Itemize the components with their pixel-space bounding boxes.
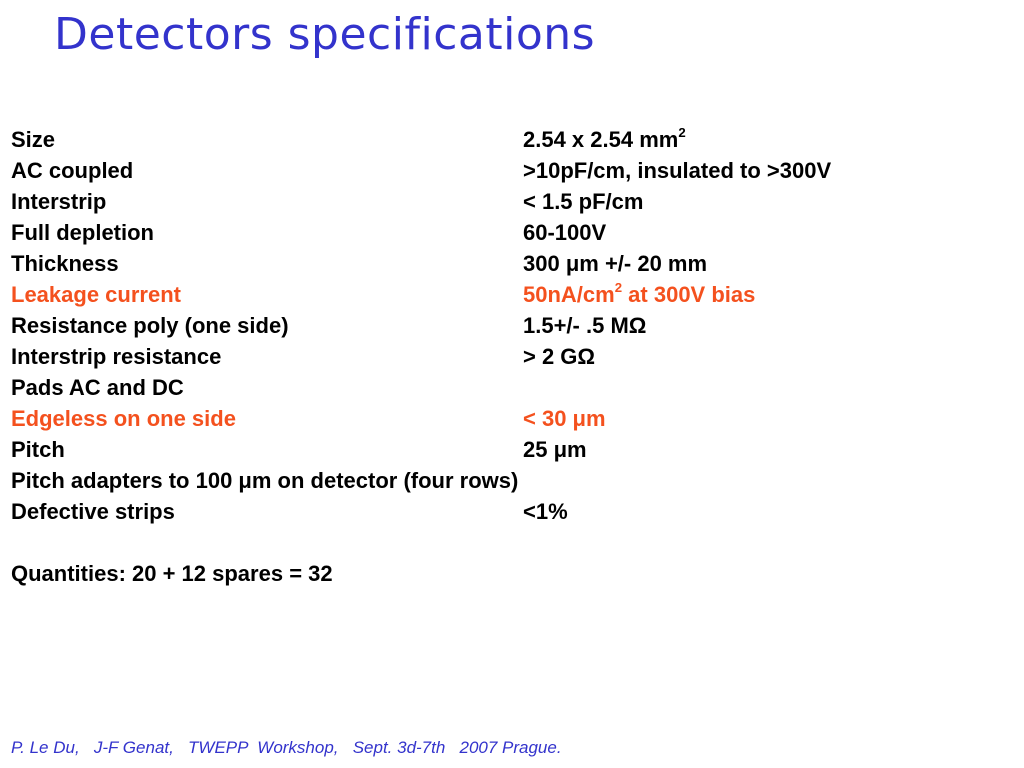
- spec-row-ac-coupled: [11, 155, 1011, 186]
- spec-row-resistance-poly: [11, 310, 1011, 341]
- spec-row-pads: [11, 372, 1011, 403]
- spec-value: 300 μm +/- 20 mm: [523, 251, 708, 276]
- spec-row-interstrip: [11, 186, 1011, 217]
- spec-value: 2.54 x 2.54 $mm^2$: [523, 125, 686, 152]
- spec-row-defective-strips: [11, 496, 1011, 527]
- spec-label: Edgeless on one side: [11, 406, 236, 431]
- quantities-text: Quantities: 20 + 12 spares = 32: [11, 561, 333, 586]
- spec-value: < 1.5 pF/cm: [523, 189, 644, 214]
- spec-value: $50nA/cm^2$ at 300V bias: [523, 280, 756, 307]
- superscript: 2: [678, 125, 686, 141]
- spec-value: <1%: [523, 499, 568, 524]
- spec-label: Leakage current: [11, 282, 181, 307]
- spec-value: < 30 μm: [523, 406, 606, 431]
- spec-label: Defective strips: [11, 499, 175, 524]
- spec-row-full-depletion: [11, 217, 1011, 248]
- spec-value: >10pF/cm, insulated to >300V: [523, 158, 832, 183]
- spec-value: > 2 GΩ: [523, 344, 596, 369]
- slide-title: Detectors specifications: [54, 9, 596, 60]
- spec-row-leakage-current: [11, 279, 1011, 310]
- quantities-line: [11, 558, 1011, 589]
- spec-label: AC coupled: [11, 158, 134, 183]
- spec-label: Interstrip resistance: [11, 344, 222, 369]
- spec-label: Interstrip: [11, 189, 107, 214]
- spec-label: Size: [11, 127, 56, 152]
- spec-value: 1.5+/- .5 MΩ: [523, 313, 647, 338]
- spec-label: Pitch adapters to 100 μm on detector (four rows): [11, 468, 519, 493]
- spec-row-edgeless: [11, 403, 1011, 434]
- spec-row-size: [11, 124, 1011, 155]
- superscript: 2: [614, 280, 623, 296]
- spec-row-pitch-adapters: [11, 465, 1011, 496]
- spec-label: Pitch: [11, 437, 65, 462]
- spec-value: 25 μm: [523, 437, 587, 462]
- spec-label: Full depletion: [11, 220, 154, 245]
- spec-row-interstrip-resistance: [11, 341, 1011, 372]
- spec-list: [11, 124, 1011, 589]
- spec-value: 60-100V: [523, 220, 607, 245]
- spec-label: Thickness: [11, 251, 119, 276]
- spec-label: Resistance poly (one side): [11, 313, 289, 338]
- spec-row-pitch: [11, 434, 1011, 465]
- spec-label: Pads AC and DC: [11, 375, 184, 400]
- spec-row-thickness: [11, 248, 1011, 279]
- slide-footer: P. Le Du, J-F Genat, TWEPP Workshop, Sept. 3d-7th 2007 Prague.: [11, 738, 562, 757]
- spacer: [11, 527, 1011, 558]
